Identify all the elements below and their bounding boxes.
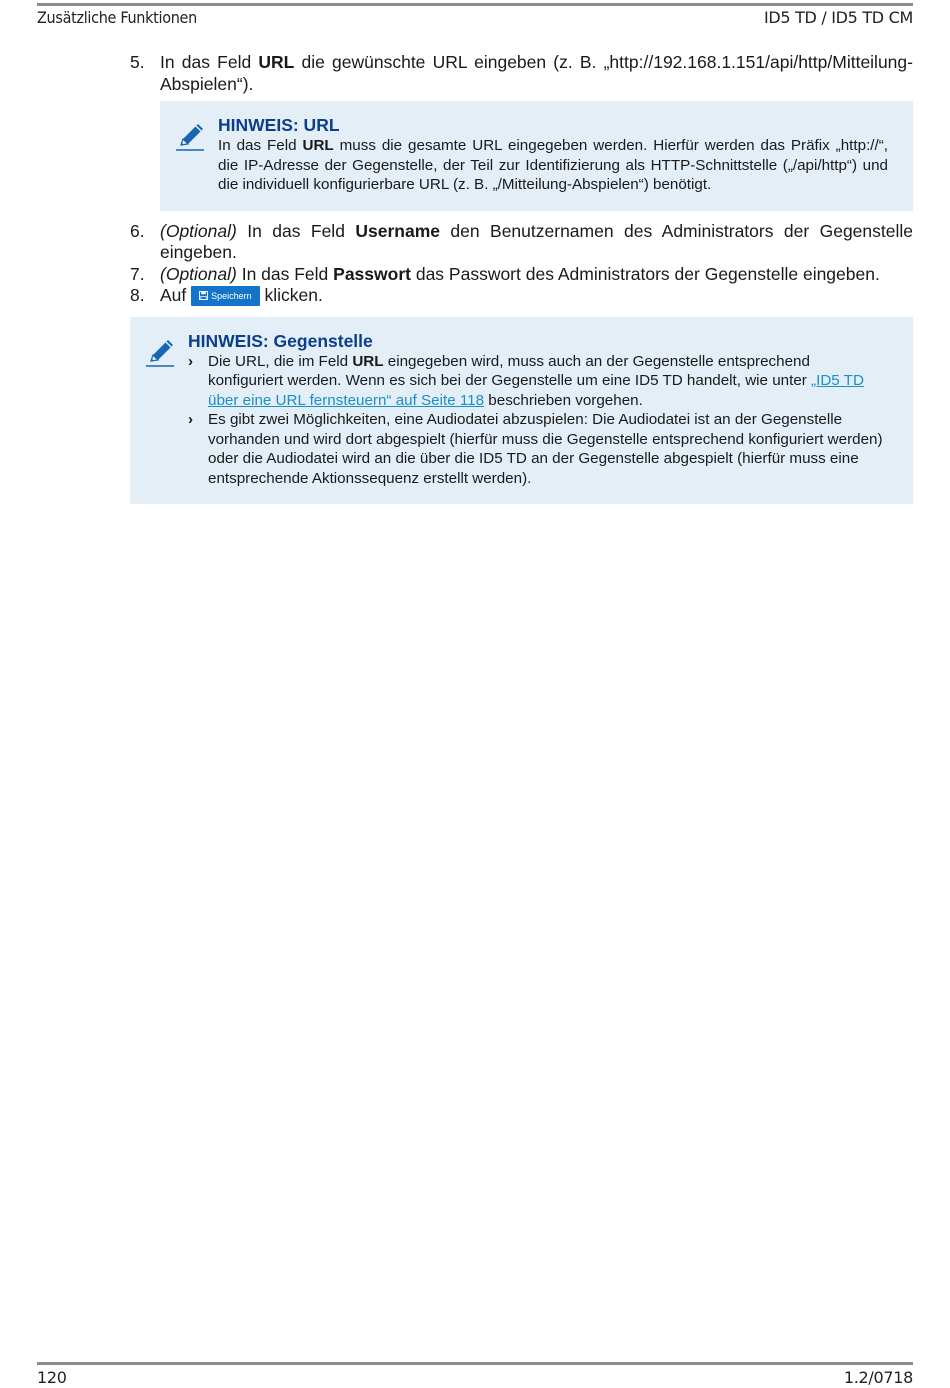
step-text <box>160 52 913 95</box>
note-body <box>188 331 888 489</box>
step-text-part: klicken. <box>259 285 323 305</box>
footer-rule <box>37 1362 913 1365</box>
step-number: 7. <box>130 263 145 284</box>
note-text <box>218 136 888 195</box>
note-title: HINWEIS: URL <box>218 115 340 135</box>
list-item <box>188 410 888 488</box>
note-url <box>160 101 913 211</box>
step-7 <box>130 264 913 286</box>
save-button-label: Speichern <box>211 290 252 301</box>
step-text-part: In das Feld <box>236 263 334 284</box>
chevron-right-icon: › <box>188 352 194 370</box>
bullet-text-part: Die URL, die im Feld <box>208 352 353 370</box>
optional-label: (Optional) <box>160 220 237 241</box>
step-text <box>160 221 913 264</box>
step-text-part: das Passwort des Administrators der Gegenstelle eingeben. <box>410 263 880 284</box>
field-name-passwort: Passwort <box>333 263 411 284</box>
optional-label: (Optional) <box>160 263 237 284</box>
step-text-part: Auf <box>160 285 192 305</box>
page-content <box>130 52 913 504</box>
step-8 <box>130 285 913 307</box>
field-name-url: URL <box>302 137 334 154</box>
step-text-part: den Benutzernamen des Administrators der Gegenstelle eingeben. <box>160 220 913 262</box>
page-number: 120 <box>37 1368 67 1387</box>
cross-reference-link[interactable]: „ID5 TD über eine URL fernsteuern“ auf Seite 118 <box>208 372 864 409</box>
pencil-icon <box>144 331 188 489</box>
document-version: 1.2/0718 <box>843 1368 913 1387</box>
note-text-part: In das Feld <box>218 137 303 154</box>
save-button[interactable] <box>191 286 260 306</box>
floppy-disk-icon <box>199 291 208 300</box>
step-number: 8. <box>130 285 145 305</box>
bullet-text: Es gibt zwei Möglichkeiten, eine Audiodatei abzuspielen: Die Audiodatei ist an der Gegenstelle vorhanden und wird dort abgespielt (hierfür muss die Gegenstelle entsprechend konfiguriert werden) oder die Audiodatei wird an die über die ID5 TD an der Gegenstelle abgespielt (hierfür muss eine entsprechende Aktionssequenz erstellt werden). <box>208 411 883 487</box>
header-chapter-title: Zusätzliche Funktionen <box>37 8 197 27</box>
list-item <box>188 352 888 411</box>
step-text-part: die gewünschte URL eingeben (z. B. „http://192.168.1.151/api/http/Mitteilung-Abspielen“). <box>160 52 913 94</box>
step-text-part: In das Feld <box>160 52 259 72</box>
note-title: HINWEIS: Gegenstelle <box>188 330 373 351</box>
bullet-text-part: beschrieben vorgehen. <box>484 391 643 409</box>
step-text <box>160 285 913 307</box>
step-text-part: In das Feld <box>236 220 356 241</box>
step-5 <box>130 52 913 95</box>
step-text <box>160 264 913 286</box>
field-name-username: Username <box>355 220 440 241</box>
header-product-name: ID5 TD / ID5 TD CM <box>763 8 913 27</box>
field-name-url: URL <box>258 52 295 72</box>
note-gegenstelle <box>130 317 913 505</box>
step-number: 5. <box>130 52 145 72</box>
note-bullet-list <box>188 352 888 489</box>
step-number: 6. <box>130 220 145 241</box>
header-rule <box>37 3 913 6</box>
bullet-text <box>208 352 888 411</box>
chevron-right-icon: › <box>188 411 194 428</box>
pencil-icon <box>174 115 218 195</box>
note-body <box>218 115 888 195</box>
note-text-part: muss die gesamte URL eingegeben werden. Hierfür werden das Präfix „http://“, die IP-Adresse der Gegenstelle, der Teil zur Identifizierung als HTTP-Schnittstelle („/api/http“) und die individuell konfigurierbare URL (z. B. „/Mitteilung-Abspielen“) benötigt. <box>218 137 889 193</box>
field-name-url: URL <box>352 352 384 370</box>
step-6 <box>130 221 913 264</box>
bullet-text-part: eingegeben wird, muss auch an der Gegenstelle entsprechend konfiguriert werden. Wenn es sich bei der Gegenstelle um eine ID5 TD handelt, wie unter <box>208 352 812 389</box>
